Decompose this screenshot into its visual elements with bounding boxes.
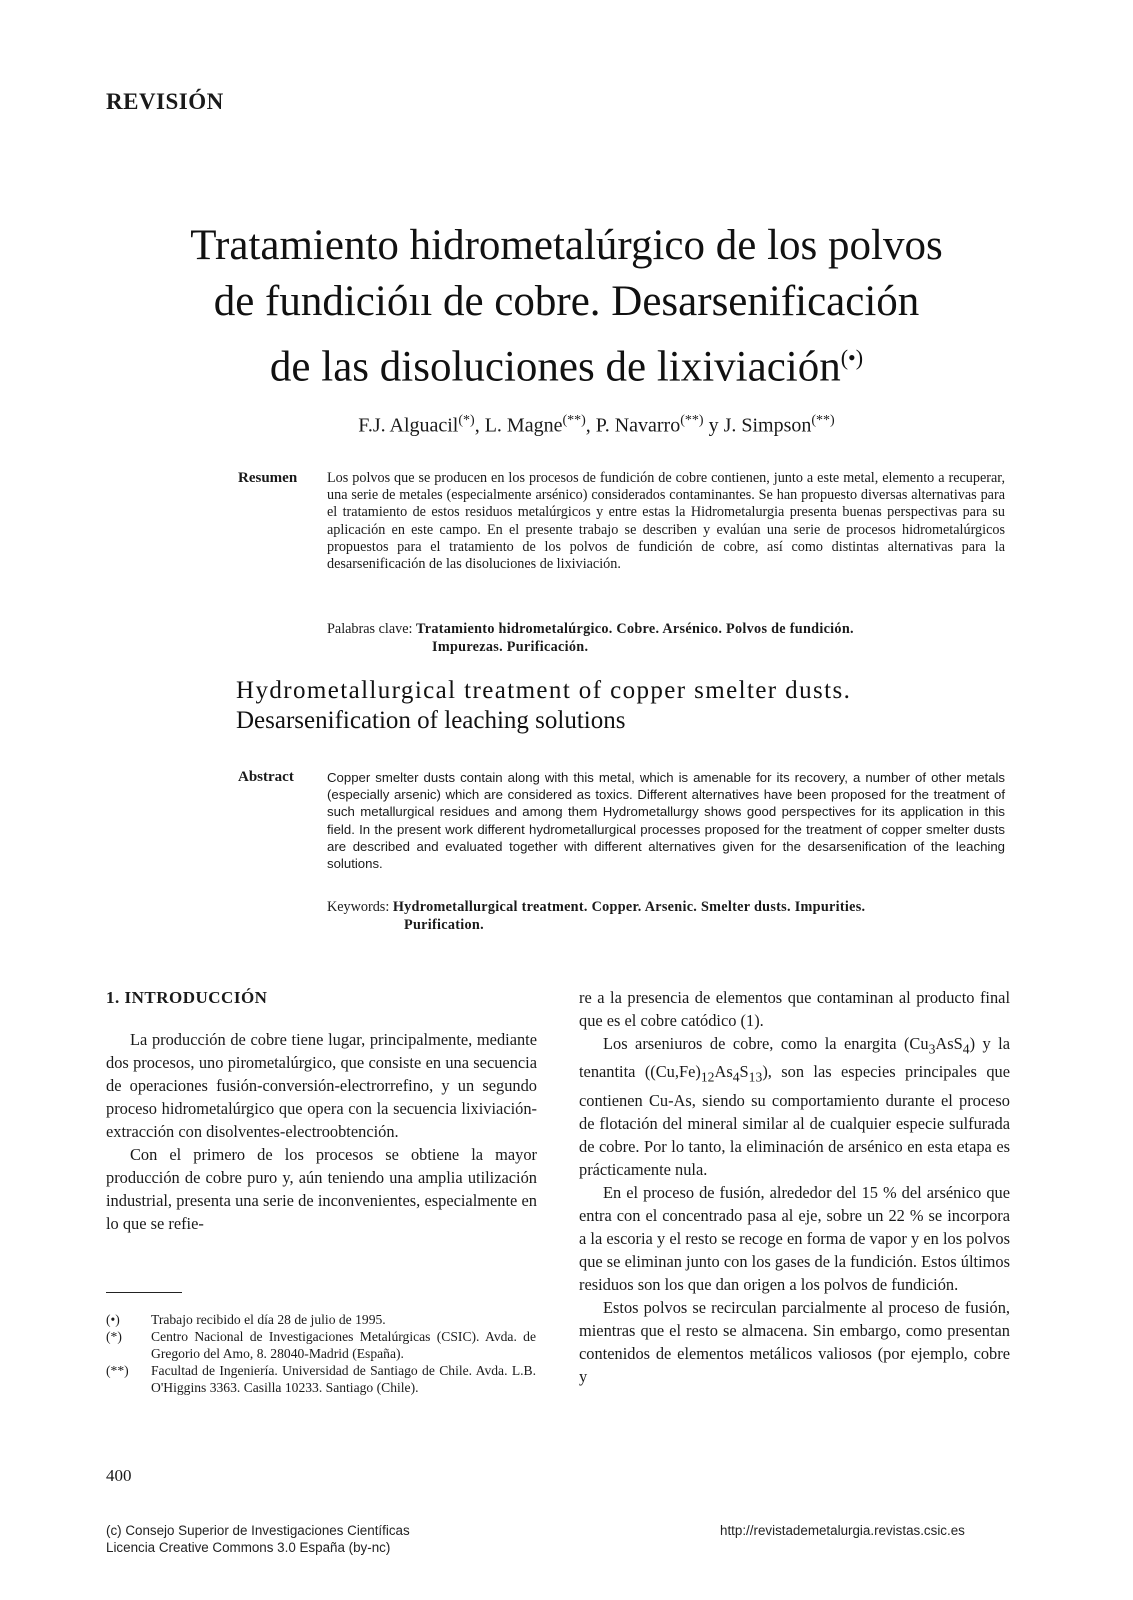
subscript: 4 — [732, 1069, 740, 1085]
page-number: 400 — [106, 1466, 132, 1485]
author-separator: , — [585, 414, 596, 437]
author-name: F.J. Alguacil — [358, 414, 459, 437]
english-title — [236, 676, 851, 736]
author-list — [0, 413, 1133, 438]
body-column-left — [106, 1028, 537, 1235]
english-title-line-2: Desarsenification of leaching solutions — [236, 707, 626, 734]
author-mark: (**) — [680, 413, 704, 428]
author-separator: , — [474, 414, 485, 437]
body-paragraph: Estos polvos se recirculan parcialmente al proceso de fusión, mientras que el resto se almacena. Sin embargo, como presentan contenidos de elementos metálicos valiosos (por ejemplo, cobre y — [579, 1297, 1010, 1386]
abstract-label: Abstract — [238, 769, 294, 785]
body-paragraph — [579, 1032, 1010, 1181]
title-line-1: Tratamiento hidrometalúrgico de los polvos — [190, 222, 943, 269]
keywords-label: Keywords: — [327, 899, 390, 915]
footnote-mark: (•) — [106, 1312, 120, 1327]
resumen-text: Los polvos que se producen en los procesos de fundición de cobre contienen, junto a este metal, elemento a recuperar, una serie de metales (especialmente arsénico) considerados contaminantes. Se han propuesto diversas alternativas para el tratamiento de estos residuos metalúrgicos y entre estas la Hidrometalurgia presenta buenas perspectivas para su aplicación en este campo. En el presente trabajo se describen y evalúan una serie de procesos hidrometalúrgicos propuestos para el tratamiento de los polvos de fundición de cobre, así como distintas alternativas para la desarsenificación de las disoluciones de lixiviación. — [327, 470, 1005, 573]
palabras-clave — [327, 621, 1017, 656]
keywords-line-2: Purification. — [404, 917, 484, 933]
text-run: As — [714, 1062, 733, 1082]
section-label: REVISIÓN — [106, 89, 224, 114]
article-title — [60, 218, 1073, 395]
palabras-clave-line-1: Tratamiento hidrometalúrgico. Cobre. Arsénico. Polvos de fundición. — [416, 621, 854, 637]
palabras-clave-label: Palabras clave: — [327, 621, 413, 637]
footnote-text: Trabajo recibido el día 28 de julio de 1995. — [151, 1312, 386, 1327]
text-run: AsS — [935, 1034, 963, 1053]
footnote-mark: (**) — [106, 1363, 129, 1378]
footnotes — [106, 1311, 536, 1396]
footnote-mark: (*) — [106, 1329, 122, 1344]
body-paragraph: re a la presencia de elementos que contaminan al producto final que es el cobre catódico (1). — [579, 988, 1010, 1030]
author-separator: y — [703, 414, 724, 437]
text-run: ), son las especies principales que contienen Cu-As, siendo su comportamiento durante el proceso de flotación del mineral similar al de cualquier especie sulfurada de cobre. Por lo tanto, la eliminación de arsénico en esta etapa es prácticamente nula. — [579, 1062, 1010, 1179]
abstract-text: Copper smelter dusts contain along with this metal, which is amenable for its recovery, a number of other metals (especially arsenic) which are considered as toxics. Different alternatives have been proposed for the treatment of such metallurgical residues and among them Hydrometallurgy shows good perspectives for its application in this field. In the present work different hydrometallurgical processes proposed for the treatment of copper smelter dusts are described and evaluated together with different alternatives given for the desarsenification of the leaching solutions. — [327, 770, 1005, 872]
palabras-clave-line-2: Impurezas. Purificación. — [432, 638, 589, 655]
author-mark: (**) — [811, 413, 835, 428]
author-name: L. Magne — [484, 414, 563, 437]
subscript: 3 — [928, 1041, 936, 1057]
footer-license-text: Licencia Creative Commons 3.0 España (by-nc) — [106, 1540, 391, 1555]
text-run: ) y la tenantita ((Cu,Fe) — [579, 1034, 1010, 1082]
footnote-text: Centro Nacional de Investigaciones Metalúrgicas (CSIC). Avda. de Gregorio del Amo, 8. 28040-Madrid (España). — [151, 1329, 536, 1361]
footnote — [106, 1362, 536, 1396]
text-run: S — [739, 1062, 749, 1082]
footnote-text: Facultad de Ingeniería. Universidad de Santiago de Chile. Avda. L.B. O'Higgins 3363. Casilla 10233. Santiago (Chile). — [151, 1363, 536, 1395]
title-footnote-mark: (•) — [840, 345, 864, 370]
author-mark: (**) — [562, 413, 586, 428]
body-paragraph: Con el primero de los procesos se obtiene la mayor producción de cobre puro y, aún teniendo una amplia utilización industrial, presenta una serie de inconvenientes, especialmente en lo que se refie- — [106, 1145, 537, 1233]
author-mark: (*) — [458, 413, 475, 428]
subscript: 12 — [700, 1069, 715, 1085]
keywords — [327, 898, 1017, 934]
footer-url-link[interactable]: http://revistademetalurgia.revistas.csic.es — [720, 1523, 965, 1538]
author-name: P. Navarro — [595, 414, 681, 437]
body-paragraph: En el proceso de fusión, alrededor del 15 % del arsénico que entra con el concentrado pasa al eje, sobre un 22 % se incorpora a la escoria y el resto se recoge en forma de vapor y en los polvos que se eliminan junto con los gases de la fundición. Estos últimos residuos son los que dan origen a los polvos de fundición. — [579, 1182, 1010, 1294]
body-paragraph: La producción de cobre tiene lugar, principalmente, mediante dos procesos, uno pirometalúrgico, que consiste en una secuencia de operaciones fusión-conversión-electrorrefino, y un segundo proceso hidrometalúrgico que opera con la secuencia lixiviación-extracción con disolventes-electroobtención. — [106, 1030, 537, 1141]
title-line-2: de fundicióıı de cobre. Desarsenificación — [213, 278, 920, 325]
english-title-line-1: Hydrometallurgical treatment of copper smelter dusts. — [236, 677, 852, 704]
subscript: 4 — [962, 1041, 970, 1057]
title-line-3-text: de las disoluciones de lixiviación — [269, 343, 841, 391]
body-column-right — [579, 986, 1010, 1388]
section-heading-introduccion: 1. INTRODUCCIÓN — [106, 988, 268, 1007]
text-run: Los arseniuros de cobre, como la enargita (Cu — [603, 1034, 929, 1053]
subscript: 13 — [748, 1069, 763, 1085]
footnote-divider — [106, 1292, 182, 1293]
footer-license — [106, 1522, 410, 1556]
footnote — [106, 1328, 536, 1362]
resumen-label: Resumen — [238, 470, 298, 486]
footer-copyright: (c) Consejo Superior de Investigaciones Científicas — [106, 1523, 410, 1538]
author-name: J. Simpson — [723, 414, 812, 437]
keywords-line-1: Hydrometallurgical treatment. Copper. Arsenic. Smelter dusts. Impurities. — [392, 899, 866, 915]
footnote — [106, 1311, 536, 1328]
title-line-3 — [60, 330, 1073, 395]
